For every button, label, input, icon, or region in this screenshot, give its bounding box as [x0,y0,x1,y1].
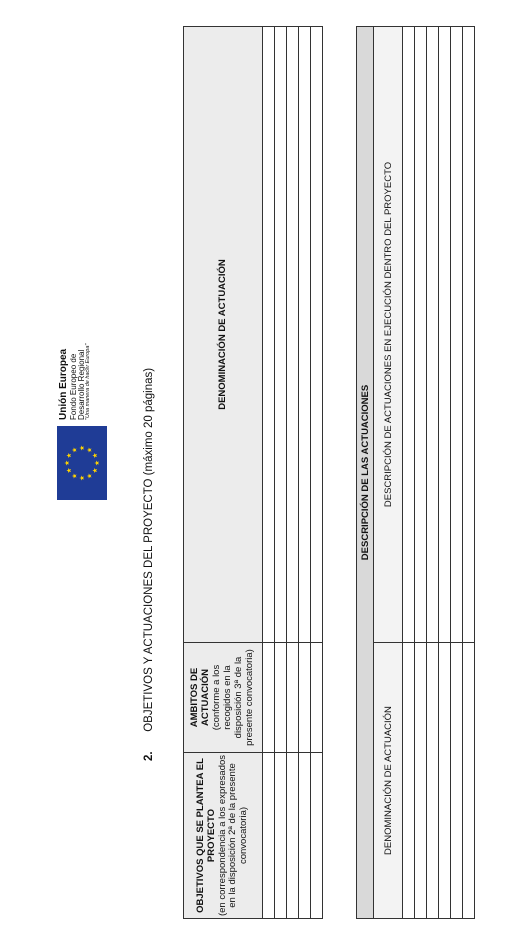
table-cell[interactable] [415,26,427,642]
table-cell[interactable] [311,27,323,643]
table-cell[interactable] [299,753,311,919]
table-cell[interactable] [263,753,275,919]
table-cell[interactable] [427,643,439,919]
objectives-column-title: OBJETIVOS QUE SE PLANTEA EL PROYECTO [194,758,217,913]
ambitos-column-note: (conforme a los recogidos en la disposición 3ª de la presente convocatoria) [211,649,255,746]
eu-logo [57,290,107,500]
table-cell[interactable] [451,26,463,642]
table-cell[interactable] [427,26,439,642]
section-heading [140,201,158,761]
objectives-column-header [184,753,263,919]
table-row [415,26,427,918]
table-cell[interactable] [275,27,287,643]
table-cell[interactable] [415,643,427,919]
denominacion-column-header-2: DENOMINACIÓN DE ACTUACIÓN [374,643,403,919]
table-cell[interactable] [463,643,475,919]
section-title: OBJETIVOS Y ACTUACIONES DEL PROYECTO (máximo 20 páginas) [143,367,155,732]
descriptions-table-header [374,26,403,918]
table-cell[interactable] [463,26,475,642]
table-cell[interactable] [439,26,451,642]
table-cell[interactable] [439,643,451,919]
descriptions-table [356,26,475,919]
table-row [275,27,287,919]
table-cell[interactable] [299,643,311,753]
table-row [463,26,475,918]
table-row [311,27,323,919]
objectives-table [183,26,323,919]
eu-logo-tagline: "Una manera de hacer Europa" [85,343,92,420]
table-cell[interactable] [287,643,299,753]
table-cell[interactable] [287,27,299,643]
table-row [287,27,299,919]
section-number: 2. [143,751,155,761]
table-row [299,27,311,919]
objectives-table-header [184,27,263,919]
table-cell[interactable] [403,26,415,642]
descriptions-table-title: DESCRIPCIÓN DE LAS ACTUACIONES [357,26,374,918]
table-cell[interactable] [287,753,299,919]
eu-flag-icon [57,426,107,500]
table-row [439,26,451,918]
table-cell[interactable] [403,643,415,919]
eu-logo-line2: Fondo Europeo de [68,353,78,420]
table-cell[interactable] [311,753,323,919]
table-cell[interactable] [275,753,287,919]
eu-logo-line1: Unión Europea [58,348,69,420]
table-row [451,26,463,918]
table-row [403,26,415,918]
table-cell[interactable] [263,27,275,643]
descripcion-column-header: DESCRIPCIÓN DE ACTUACIONES EN EJECUCIÓN DENTRO DEL PROYECTO [374,26,403,642]
denominacion-column-title: DENOMINACIÓN DE ACTUACIÓN [216,259,228,410]
table-cell[interactable] [299,27,311,643]
ambitos-column-header [184,643,263,753]
descriptions-table-title-row [357,26,374,918]
table-cell[interactable] [275,643,287,753]
eu-logo-line3: Desarrollo Regional [76,349,86,420]
ambitos-column-title: AMBITOS DE ACTUACIÓN [189,667,212,728]
table-row [427,26,439,918]
table-cell[interactable] [311,643,323,753]
table-cell[interactable] [451,643,463,919]
table-row [263,27,275,919]
eu-logo-text [59,290,92,420]
table-cell[interactable] [263,643,275,753]
objectives-column-note: (en correspondencia a los expresados en la disposición 2ª de la presente convocatoria) [216,754,250,917]
denominacion-column-header [184,27,263,643]
